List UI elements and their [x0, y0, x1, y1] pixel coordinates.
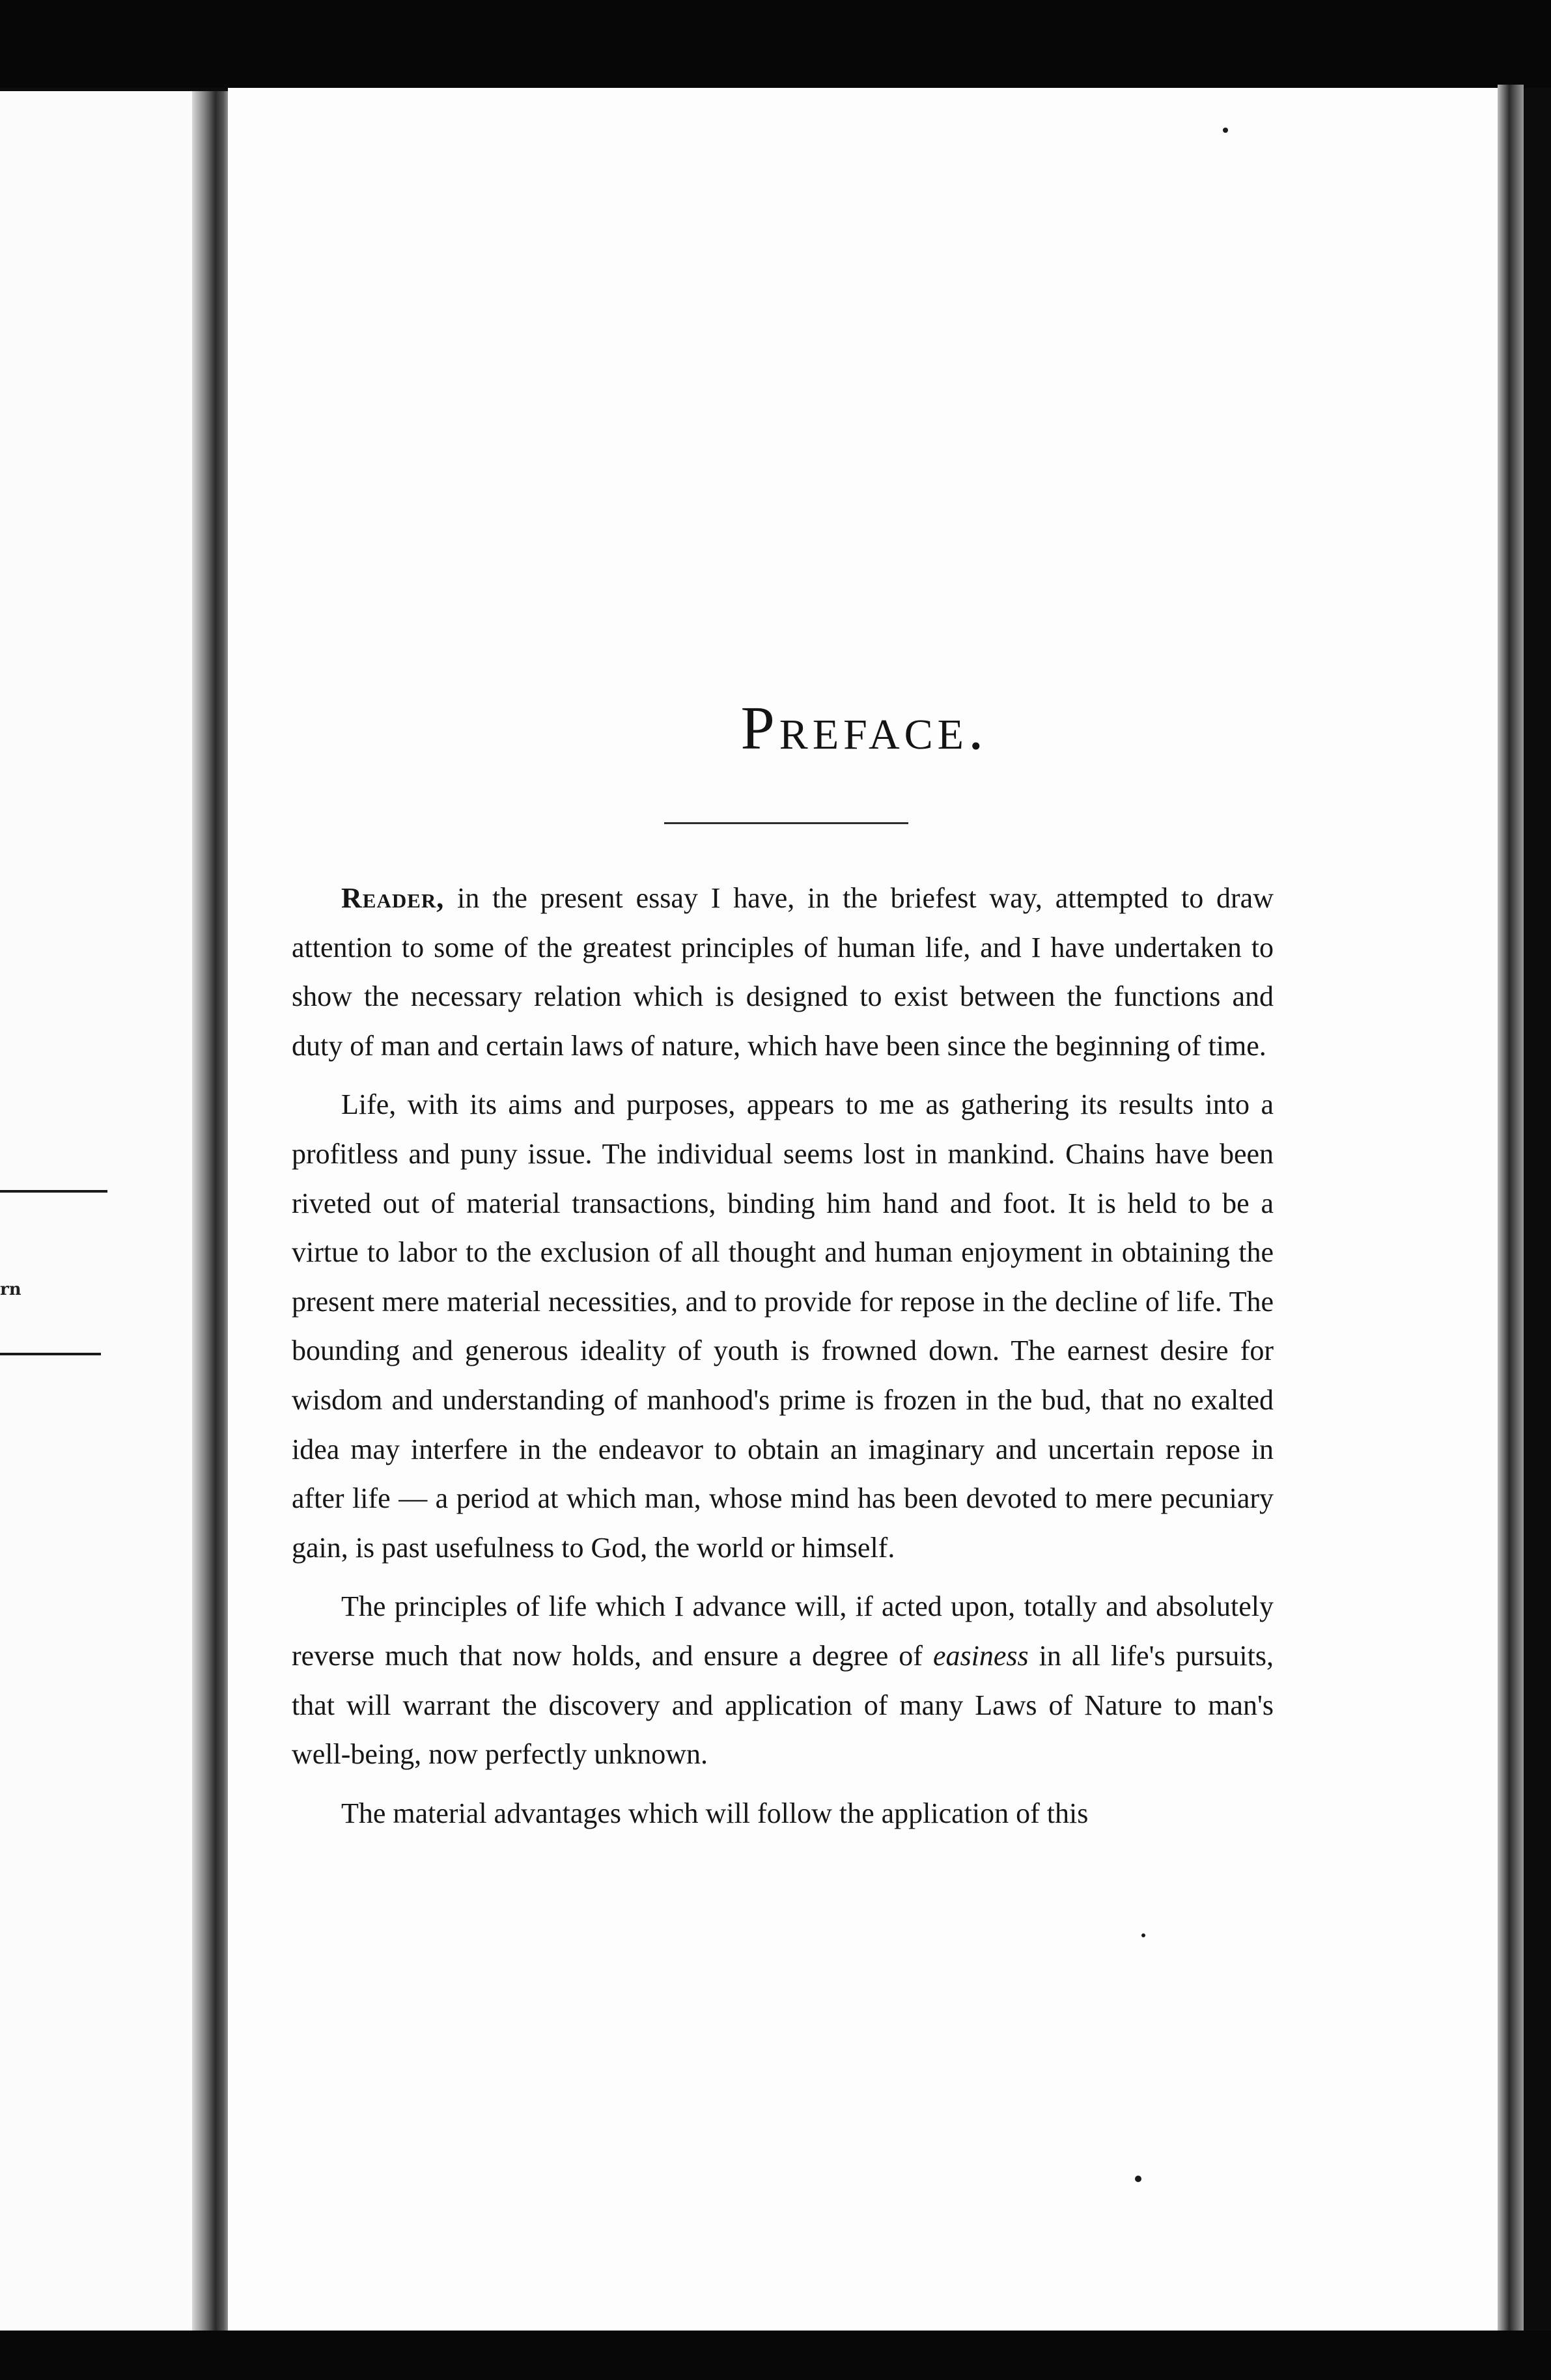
opening-word: Reader,	[341, 882, 445, 914]
paper-speck	[1223, 128, 1228, 133]
left-page-text-fragment: rn	[0, 1280, 21, 1299]
paragraph-text: The principles of life which I advance will, if acted upon, totally and absolutely reverse much that now holds, and ensure a degree of	[292, 1590, 1274, 1672]
left-page-rule	[0, 1190, 107, 1193]
paragraph-text: in the present essay I have, in the briefest way, attempted to draw attention to some of the greatest principles of human life, and I have undertaken to show the necessary relation which is designed to exist between the functions and duty of man and certain laws of nature, which have been since the beginning of time.	[292, 882, 1274, 1062]
paragraph-text: The material advantages which will follow the application of this	[341, 1797, 1089, 1829]
scanner-border-top	[0, 0, 1551, 88]
left-page-edge	[0, 91, 218, 2331]
left-page-rule	[0, 1353, 101, 1355]
paper-speck	[1135, 2176, 1141, 2182]
book-gutter	[192, 91, 231, 2331]
title-divider	[664, 822, 908, 824]
paragraph	[292, 874, 1274, 1070]
paragraph	[292, 1789, 1274, 1838]
paper-speck	[1141, 1933, 1145, 1937]
paragraph-text: Life, with its aims and purposes, appears to me as gathering its results into a profitless and puny issue. The individual seems lost in mankind. Chains have been riveted out of material transactions, binding him hand and foot. It is held to be a virtue to labor to the exclusion of all thought and human enjoyment in obtaining the present mere material necessities, and to provide for repose in the decline of life. The bounding and generous ideality of youth is frowned down. The earnest desire for wisdom and understanding of manhood's prime is frozen in the bud, that no exalted idea may interfere in the endeavor to obtain an imaginary and uncertain repose in after life — a period at which man, whose mind has been devoted to mere pecuniary gain, is past usefulness to God, the world or himself.	[292, 1088, 1274, 1564]
scanner-border-bottom	[0, 2331, 1551, 2380]
page-title: Preface.	[740, 695, 988, 762]
paragraph	[292, 1080, 1274, 1572]
preface-body	[292, 874, 1274, 1847]
emphasized-word: easiness	[932, 1639, 1029, 1672]
paragraph-text: in all life's pursuits, that will warrant the discovery and application of many Laws of Nature to man's well-being, now perfectly unknown.	[292, 1639, 1274, 1771]
page-edge-shadow	[1498, 85, 1524, 2370]
paragraph	[292, 1582, 1274, 1778]
